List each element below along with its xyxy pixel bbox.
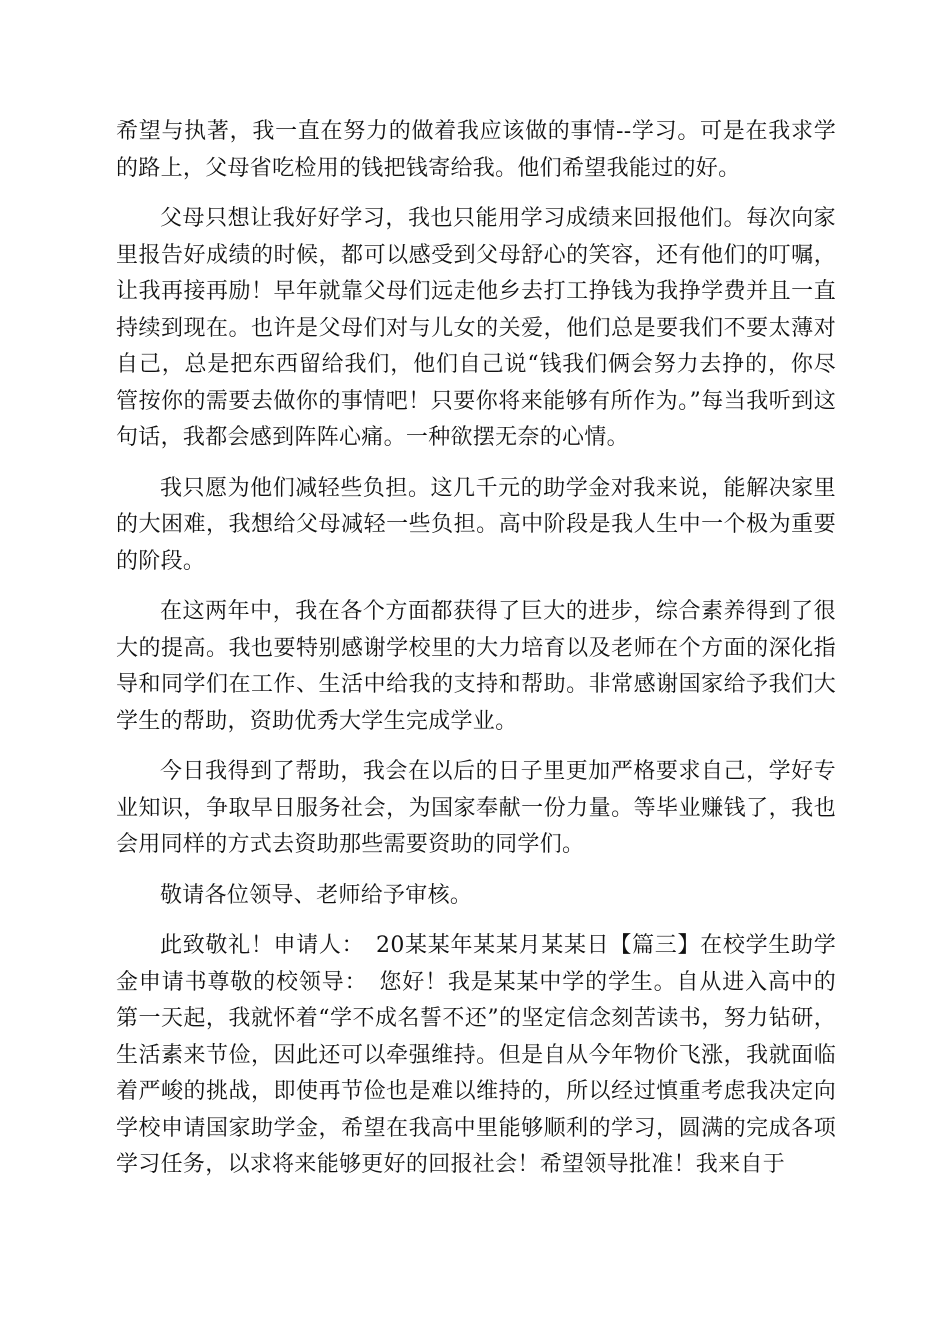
document-body (116, 114, 836, 1198)
paragraph-1: 希望与执著，我一直在努力的做着我应该做的事情--学习。可是在我求学的路上，父母省吃检用的钱把钱寄给我。他们希望我能过的好。 (116, 119, 836, 181)
paragraph-7: 此致敬礼！申请人： 20某某年某某月某某日【篇三】在校学生助学金申请书尊敬的校领导： 您好！我是某某中学的学生。自从进入高中的第一天起，我就怀着“学不成名誓不还”的坚定信念刻苦读书，努力钻研，生活素来节俭，因此还可以牵强维持。但是自从今年物价飞涨，我就面临着严峻的挑战，即使再节俭也是难以维持的，所以经过慎重考虑我决定向学校申请国家助学金，希望在我高中里能够顺利的学习，圆满的完成各项学习任务，以求将来能够更好的回报社会！希望领导批准！我来自于 (116, 933, 836, 1177)
paragraph-2: 父母只想让我好好学习，我也只能用学习成绩来回报他们。每次向家里报告好成绩的时候，都可以感受到父母舒心的笑容，还有他们的叮嘱，让我再接再励！早年就靠父母们远走他乡去打工挣钱为我挣学费并且一直持续到现在。也许是父母们对与儿女的关爱，他们总是要我们不要太薄对自己，总是把东西留给我们，他们自己说“钱我们俩会努力去挣的，你尽管按你的需要去做你的事情吧！只要你将来能够有所作为。”每当我听到这句话，我都会感到阵阵心痛。一种欲摆无奈的心情。 (116, 206, 836, 450)
paragraph-6: 敬请各位领导、老师给予审核。 (160, 882, 473, 908)
paragraph-5: 今日我得到了帮助，我会在以后的日子里更加严格要求自己，学好专业知识，争取早日服务社会，为国家奉献一份力量。等毕业赚钱了，我也会用同样的方式去资助那些需要资助的同学们。 (116, 759, 836, 857)
paragraph-3: 我只愿为他们减轻些负担。这几千元的助学金对我来说，能解决家里的大困难，我想给父母减轻一些负担。高中阶段是我人生中一个极为重要的阶段。 (116, 475, 836, 574)
paragraph-4: 在这两年中，我在各个方面都获得了巨大的进步，综合素养得到了很大的提高。我也要特别感谢学校里的大力培育以及老师在个方面的深化指导和同学们在工作、生活中给我的支持和帮助。非常感谢国家给予我们大学生的帮助，资助优秀大学生完成学业。 (116, 599, 836, 734)
